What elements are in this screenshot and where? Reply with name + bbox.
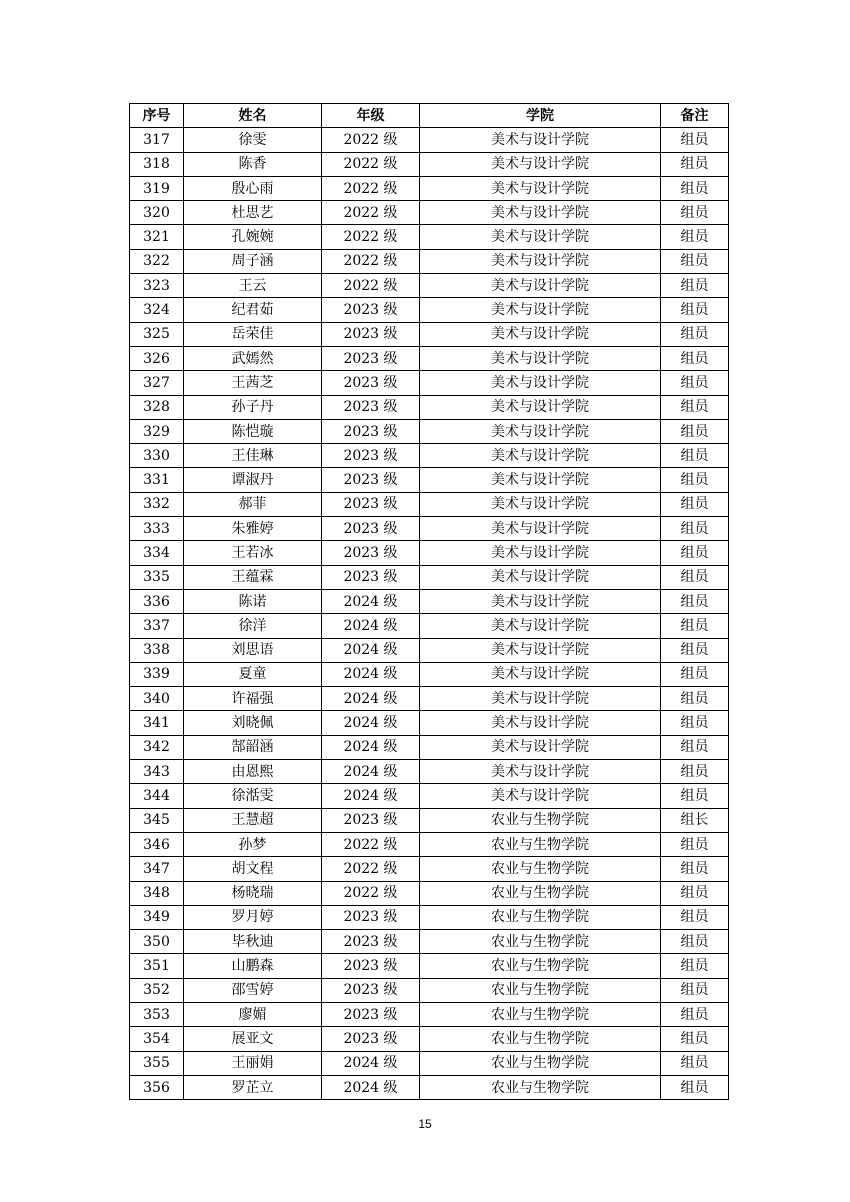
- cell-name: 朱雅婷: [184, 517, 322, 541]
- cell-college: 美术与设计学院: [420, 176, 661, 200]
- cell-name: 邵雪婷: [184, 978, 322, 1002]
- table-row: [130, 468, 729, 492]
- cell-grade: 2022 级: [322, 128, 420, 152]
- cell-grade: 2023 级: [322, 298, 420, 322]
- table-row: [130, 274, 729, 298]
- cell-name: 孙梦: [184, 832, 322, 856]
- cell-grade: 2023 级: [322, 541, 420, 565]
- table-row: [130, 735, 729, 759]
- cell-grade: 2022 级: [322, 249, 420, 273]
- cell-index: 321: [130, 225, 184, 249]
- header-row: [130, 104, 729, 128]
- table-row: [130, 978, 729, 1002]
- cell-grade: 2023 级: [322, 565, 420, 589]
- cell-index: 350: [130, 930, 184, 954]
- cell-index: 347: [130, 857, 184, 881]
- cell-college: 美术与设计学院: [420, 492, 661, 516]
- cell-index: 343: [130, 760, 184, 784]
- cell-remark: 组员: [661, 857, 729, 881]
- cell-name: 王若冰: [184, 541, 322, 565]
- cell-index: 345: [130, 808, 184, 832]
- cell-remark: 组员: [661, 1051, 729, 1075]
- table-row: [130, 201, 729, 225]
- cell-grade: 2022 级: [322, 274, 420, 298]
- cell-index: 339: [130, 662, 184, 686]
- cell-grade: 2022 级: [322, 881, 420, 905]
- cell-index: 336: [130, 589, 184, 613]
- cell-college: 农业与生物学院: [420, 978, 661, 1002]
- cell-remark: 组员: [661, 492, 729, 516]
- cell-index: 353: [130, 1002, 184, 1026]
- cell-remark: 组员: [661, 395, 729, 419]
- table-row: [130, 857, 729, 881]
- cell-name: 徐洋: [184, 614, 322, 638]
- cell-college: 美术与设计学院: [420, 322, 661, 346]
- table-row: [130, 541, 729, 565]
- cell-grade: 2023 级: [322, 930, 420, 954]
- cell-index: 329: [130, 419, 184, 443]
- cell-remark: 组员: [661, 298, 729, 322]
- cell-remark: 组员: [661, 1002, 729, 1026]
- cell-remark: 组员: [661, 249, 729, 273]
- cell-remark: 组员: [661, 687, 729, 711]
- cell-college: 农业与生物学院: [420, 1002, 661, 1026]
- table-row: [130, 225, 729, 249]
- cell-college: 美术与设计学院: [420, 517, 661, 541]
- cell-index: 334: [130, 541, 184, 565]
- table-row: [130, 395, 729, 419]
- cell-college: 美术与设计学院: [420, 201, 661, 225]
- cell-college: 美术与设计学院: [420, 638, 661, 662]
- cell-index: 333: [130, 517, 184, 541]
- cell-college: 农业与生物学院: [420, 808, 661, 832]
- cell-name: 岳荣佳: [184, 322, 322, 346]
- cell-index: 346: [130, 832, 184, 856]
- table-row: [130, 371, 729, 395]
- cell-index: 326: [130, 346, 184, 370]
- cell-remark: 组员: [661, 274, 729, 298]
- cell-grade: 2022 级: [322, 225, 420, 249]
- cell-name: 夏童: [184, 662, 322, 686]
- cell-name: 孙子丹: [184, 395, 322, 419]
- cell-name: 陈诺: [184, 589, 322, 613]
- cell-name: 杜思艺: [184, 201, 322, 225]
- cell-name: 由恩熙: [184, 760, 322, 784]
- cell-remark: 组员: [661, 1075, 729, 1099]
- table-row: [130, 346, 729, 370]
- cell-remark: 组员: [661, 322, 729, 346]
- cell-grade: 2023 级: [322, 905, 420, 929]
- table-row: [130, 930, 729, 954]
- cell-grade: 2022 级: [322, 152, 420, 176]
- cell-name: 刘晓佩: [184, 711, 322, 735]
- cell-name: 郝菲: [184, 492, 322, 516]
- header-name: 姓名: [184, 104, 322, 128]
- cell-index: 342: [130, 735, 184, 759]
- cell-name: 王丽娟: [184, 1051, 322, 1075]
- cell-index: 352: [130, 978, 184, 1002]
- cell-index: 332: [130, 492, 184, 516]
- cell-grade: 2023 级: [322, 346, 420, 370]
- cell-grade: 2023 级: [322, 468, 420, 492]
- cell-name: 周子涵: [184, 249, 322, 273]
- cell-college: 美术与设计学院: [420, 541, 661, 565]
- cell-grade: 2023 级: [322, 444, 420, 468]
- table-row: [130, 249, 729, 273]
- cell-index: 340: [130, 687, 184, 711]
- cell-remark: 组员: [661, 978, 729, 1002]
- cell-name: 殷心雨: [184, 176, 322, 200]
- cell-remark: 组员: [661, 735, 729, 759]
- cell-grade: 2024 级: [322, 784, 420, 808]
- cell-index: 327: [130, 371, 184, 395]
- table-row: [130, 905, 729, 929]
- table-row: [130, 638, 729, 662]
- cell-index: 330: [130, 444, 184, 468]
- cell-index: 325: [130, 322, 184, 346]
- cell-name: 陈恺璇: [184, 419, 322, 443]
- table-row: [130, 1027, 729, 1051]
- cell-grade: 2023 级: [322, 978, 420, 1002]
- table-row: [130, 322, 729, 346]
- cell-index: 324: [130, 298, 184, 322]
- cell-name: 山鹏森: [184, 954, 322, 978]
- cell-remark: 组员: [661, 638, 729, 662]
- cell-grade: 2023 级: [322, 395, 420, 419]
- cell-remark: 组员: [661, 517, 729, 541]
- cell-grade: 2024 级: [322, 711, 420, 735]
- table-row: [130, 1075, 729, 1099]
- roster-body: [130, 128, 729, 1100]
- cell-college: 美术与设计学院: [420, 298, 661, 322]
- table-row: [130, 298, 729, 322]
- cell-remark: 组员: [661, 225, 729, 249]
- table-row: [130, 128, 729, 152]
- cell-index: 338: [130, 638, 184, 662]
- cell-grade: 2024 级: [322, 638, 420, 662]
- table-row: [130, 565, 729, 589]
- cell-name: 纪君茹: [184, 298, 322, 322]
- cell-index: 351: [130, 954, 184, 978]
- cell-college: 美术与设计学院: [420, 152, 661, 176]
- cell-grade: 2023 级: [322, 517, 420, 541]
- cell-college: 美术与设计学院: [420, 346, 661, 370]
- cell-college: 美术与设计学院: [420, 589, 661, 613]
- cell-name: 武嫣然: [184, 346, 322, 370]
- cell-name: 王蕴霖: [184, 565, 322, 589]
- cell-grade: 2024 级: [322, 662, 420, 686]
- cell-remark: 组员: [661, 954, 729, 978]
- cell-grade: 2024 级: [322, 735, 420, 759]
- table-row: [130, 808, 729, 832]
- cell-college: 美术与设计学院: [420, 760, 661, 784]
- cell-remark: 组员: [661, 468, 729, 492]
- cell-name: 许福强: [184, 687, 322, 711]
- cell-grade: 2022 级: [322, 857, 420, 881]
- cell-remark: 组员: [661, 444, 729, 468]
- cell-grade: 2024 级: [322, 1075, 420, 1099]
- cell-remark: 组员: [661, 128, 729, 152]
- table-row: [130, 152, 729, 176]
- cell-grade: 2024 级: [322, 1051, 420, 1075]
- cell-remark: 组员: [661, 614, 729, 638]
- cell-index: 354: [130, 1027, 184, 1051]
- cell-name: 孔婉婉: [184, 225, 322, 249]
- cell-remark: 组员: [661, 371, 729, 395]
- cell-name: 杨晓瑞: [184, 881, 322, 905]
- cell-name: 王茜芝: [184, 371, 322, 395]
- cell-college: 农业与生物学院: [420, 1075, 661, 1099]
- table-row: [130, 1051, 729, 1075]
- cell-index: 331: [130, 468, 184, 492]
- cell-remark: 组员: [661, 176, 729, 200]
- cell-remark: 组员: [661, 541, 729, 565]
- cell-grade: 2023 级: [322, 954, 420, 978]
- cell-college: 农业与生物学院: [420, 832, 661, 856]
- cell-grade: 2024 级: [322, 589, 420, 613]
- cell-index: 317: [130, 128, 184, 152]
- cell-name: 陈香: [184, 152, 322, 176]
- cell-remark: 组员: [661, 346, 729, 370]
- table-row: [130, 614, 729, 638]
- cell-name: 罗月婷: [184, 905, 322, 929]
- cell-grade: 2023 级: [322, 322, 420, 346]
- table-row: [130, 760, 729, 784]
- cell-index: 323: [130, 274, 184, 298]
- cell-college: 农业与生物学院: [420, 905, 661, 929]
- cell-name: 展亚文: [184, 1027, 322, 1051]
- cell-college: 农业与生物学院: [420, 857, 661, 881]
- cell-remark: 组员: [661, 711, 729, 735]
- cell-college: 美术与设计学院: [420, 249, 661, 273]
- cell-index: 319: [130, 176, 184, 200]
- header-college: 学院: [420, 104, 661, 128]
- cell-name: 王云: [184, 274, 322, 298]
- table-row: [130, 492, 729, 516]
- cell-college: 农业与生物学院: [420, 881, 661, 905]
- cell-name: 徐湉雯: [184, 784, 322, 808]
- cell-college: 美术与设计学院: [420, 419, 661, 443]
- cell-remark: 组员: [661, 905, 729, 929]
- table-row: [130, 832, 729, 856]
- cell-index: 356: [130, 1075, 184, 1099]
- cell-name: 王佳琳: [184, 444, 322, 468]
- cell-index: 328: [130, 395, 184, 419]
- cell-remark: 组员: [661, 152, 729, 176]
- cell-name: 毕秋迪: [184, 930, 322, 954]
- header-grade: 年级: [322, 104, 420, 128]
- cell-college: 美术与设计学院: [420, 371, 661, 395]
- cell-college: 美术与设计学院: [420, 735, 661, 759]
- table-row: [130, 687, 729, 711]
- cell-index: 355: [130, 1051, 184, 1075]
- cell-college: 美术与设计学院: [420, 225, 661, 249]
- table-row: [130, 176, 729, 200]
- cell-college: 美术与设计学院: [420, 468, 661, 492]
- cell-index: 320: [130, 201, 184, 225]
- table-row: [130, 662, 729, 686]
- cell-remark: 组员: [661, 589, 729, 613]
- cell-grade: 2024 级: [322, 614, 420, 638]
- roster-table: [129, 103, 729, 1100]
- cell-name: 胡文程: [184, 857, 322, 881]
- cell-college: 美术与设计学院: [420, 444, 661, 468]
- cell-college: 农业与生物学院: [420, 1051, 661, 1075]
- table-row: [130, 1002, 729, 1026]
- cell-grade: 2024 级: [322, 687, 420, 711]
- cell-college: 美术与设计学院: [420, 711, 661, 735]
- cell-index: 335: [130, 565, 184, 589]
- cell-name: 王慧超: [184, 808, 322, 832]
- cell-college: 农业与生物学院: [420, 930, 661, 954]
- cell-remark: 组员: [661, 784, 729, 808]
- table-row: [130, 419, 729, 443]
- cell-name: 徐雯: [184, 128, 322, 152]
- header-remark: 备注: [661, 104, 729, 128]
- cell-index: 337: [130, 614, 184, 638]
- cell-grade: 2022 级: [322, 201, 420, 225]
- header-index: 序号: [130, 104, 184, 128]
- cell-index: 322: [130, 249, 184, 273]
- cell-remark: 组员: [661, 832, 729, 856]
- cell-name: 刘思语: [184, 638, 322, 662]
- cell-grade: 2023 级: [322, 371, 420, 395]
- cell-index: 341: [130, 711, 184, 735]
- cell-grade: 2022 级: [322, 832, 420, 856]
- cell-college: 农业与生物学院: [420, 1027, 661, 1051]
- cell-remark: 组员: [661, 930, 729, 954]
- cell-grade: 2023 级: [322, 492, 420, 516]
- cell-college: 美术与设计学院: [420, 274, 661, 298]
- cell-remark: 组员: [661, 760, 729, 784]
- cell-college: 美术与设计学院: [420, 784, 661, 808]
- cell-index: 318: [130, 152, 184, 176]
- cell-name: 郜韶涵: [184, 735, 322, 759]
- cell-index: 348: [130, 881, 184, 905]
- cell-college: 农业与生物学院: [420, 954, 661, 978]
- cell-grade: 2023 级: [322, 419, 420, 443]
- cell-name: 罗芷立: [184, 1075, 322, 1099]
- table-row: [130, 444, 729, 468]
- table-row: [130, 881, 729, 905]
- cell-grade: 2023 级: [322, 1002, 420, 1026]
- table-row: [130, 589, 729, 613]
- cell-college: 美术与设计学院: [420, 687, 661, 711]
- cell-grade: 2024 级: [322, 760, 420, 784]
- cell-remark: 组员: [661, 201, 729, 225]
- table-row: [130, 784, 729, 808]
- cell-remark: 组员: [661, 1027, 729, 1051]
- table-row: [130, 517, 729, 541]
- cell-college: 美术与设计学院: [420, 614, 661, 638]
- page-number: 15: [418, 1117, 432, 1131]
- table-row: [130, 711, 729, 735]
- cell-remark: 组员: [661, 419, 729, 443]
- cell-college: 美术与设计学院: [420, 395, 661, 419]
- cell-index: 344: [130, 784, 184, 808]
- cell-remark: 组长: [661, 808, 729, 832]
- cell-name: 廖媚: [184, 1002, 322, 1026]
- cell-grade: 2023 级: [322, 808, 420, 832]
- cell-name: 谭淑丹: [184, 468, 322, 492]
- cell-remark: 组员: [661, 881, 729, 905]
- cell-remark: 组员: [661, 565, 729, 589]
- cell-college: 美术与设计学院: [420, 565, 661, 589]
- cell-index: 349: [130, 905, 184, 929]
- cell-grade: 2023 级: [322, 1027, 420, 1051]
- cell-remark: 组员: [661, 662, 729, 686]
- table-row: [130, 954, 729, 978]
- cell-college: 美术与设计学院: [420, 128, 661, 152]
- cell-grade: 2022 级: [322, 176, 420, 200]
- cell-college: 美术与设计学院: [420, 662, 661, 686]
